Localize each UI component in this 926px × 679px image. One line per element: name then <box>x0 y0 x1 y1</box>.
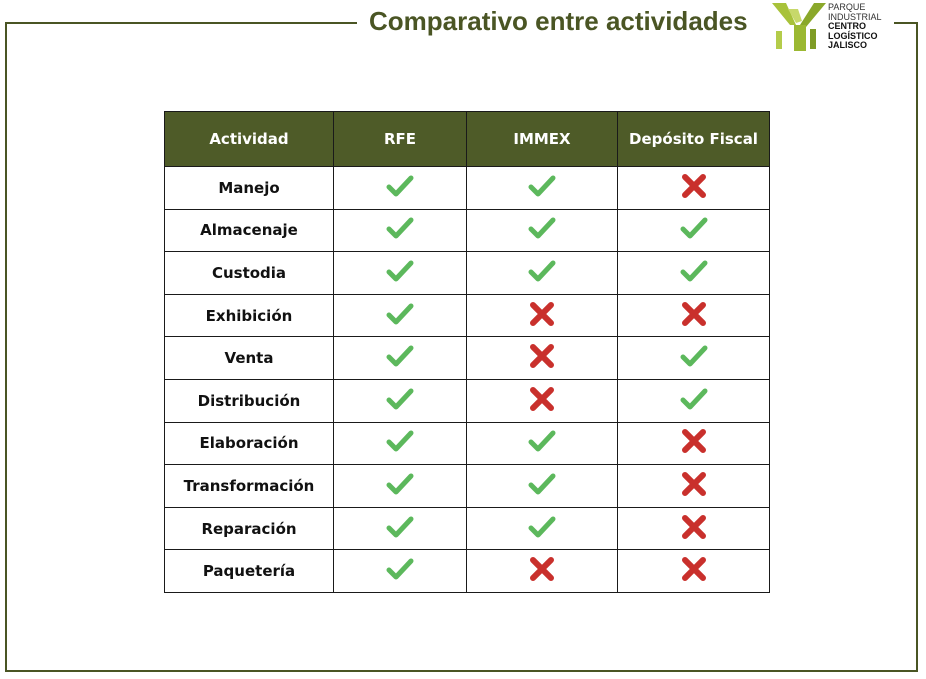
cell-immex <box>467 252 618 295</box>
activity-label: Venta <box>165 337 334 380</box>
cell-deposito-fiscal <box>618 507 770 550</box>
check-icon <box>386 344 414 372</box>
check-icon <box>386 429 414 457</box>
cross-icon <box>681 471 707 501</box>
cross-icon <box>529 556 555 586</box>
cell-immex <box>467 337 618 380</box>
check-icon <box>386 472 414 500</box>
check-icon <box>680 216 708 244</box>
cross-icon <box>529 386 555 416</box>
cell-rfe <box>334 209 467 252</box>
page-title: Comparativo entre actividades <box>369 6 748 36</box>
check-icon <box>528 515 556 543</box>
table-row <box>165 167 770 210</box>
table-header-row <box>165 112 770 167</box>
cell-rfe <box>334 167 467 210</box>
cell-immex <box>467 294 618 337</box>
activity-label: Elaboración <box>165 422 334 465</box>
cell-immex <box>467 209 618 252</box>
activity-label: Almacenaje <box>165 209 334 252</box>
cell-immex <box>467 422 618 465</box>
cell-deposito-fiscal <box>618 294 770 337</box>
cell-rfe <box>334 379 467 422</box>
table-row <box>165 422 770 465</box>
company-logo <box>769 0 894 56</box>
activity-label: Paquetería <box>165 550 334 593</box>
activity-label: Manejo <box>165 167 334 210</box>
cell-rfe <box>334 550 467 593</box>
activity-label: Custodia <box>165 252 334 295</box>
check-icon <box>528 216 556 244</box>
column-header-immex: IMMEX <box>467 112 618 167</box>
cross-icon <box>529 301 555 331</box>
cell-rfe <box>334 422 467 465</box>
table-row <box>165 550 770 593</box>
activity-label: Reparación <box>165 507 334 550</box>
logo-line-4: LOGÍSTICO <box>828 30 878 41</box>
cell-rfe <box>334 294 467 337</box>
cell-deposito-fiscal <box>618 379 770 422</box>
check-icon <box>680 387 708 415</box>
check-icon <box>528 174 556 202</box>
logo-text <box>828 3 882 51</box>
cell-deposito-fiscal <box>618 167 770 210</box>
table-body <box>165 167 770 593</box>
check-icon <box>528 259 556 287</box>
activity-label: Exhibición <box>165 294 334 337</box>
activity-label: Transformación <box>165 465 334 508</box>
cell-deposito-fiscal <box>618 422 770 465</box>
cell-immex <box>467 507 618 550</box>
cell-rfe <box>334 465 467 508</box>
cell-immex <box>467 167 618 210</box>
check-icon <box>680 259 708 287</box>
check-icon <box>386 515 414 543</box>
column-header-deposito-fiscal: Depósito Fiscal <box>618 112 770 167</box>
cross-icon <box>681 514 707 544</box>
logo-mark-icon <box>770 1 828 53</box>
activity-label: Distribución <box>165 379 334 422</box>
check-icon <box>680 344 708 372</box>
column-header-rfe: RFE <box>334 112 467 167</box>
cell-deposito-fiscal <box>618 209 770 252</box>
cell-deposito-fiscal <box>618 550 770 593</box>
cross-icon <box>529 343 555 373</box>
cross-icon <box>681 173 707 203</box>
table-row <box>165 465 770 508</box>
column-header-actividad: Actividad <box>165 112 334 167</box>
table-row <box>165 337 770 380</box>
cross-icon <box>681 301 707 331</box>
cell-deposito-fiscal <box>618 465 770 508</box>
table-row <box>165 209 770 252</box>
table-row <box>165 252 770 295</box>
table-row <box>165 379 770 422</box>
check-icon <box>386 216 414 244</box>
cell-rfe <box>334 252 467 295</box>
logo-line-1: PARQUE <box>828 2 866 12</box>
check-icon <box>528 472 556 500</box>
cell-rfe <box>334 507 467 550</box>
check-icon <box>386 387 414 415</box>
cell-deposito-fiscal <box>618 337 770 380</box>
comparison-table <box>164 111 770 593</box>
check-icon <box>386 302 414 330</box>
table-row <box>165 294 770 337</box>
table-row <box>165 507 770 550</box>
cell-immex <box>467 465 618 508</box>
logo-line-3: CENTRO <box>828 21 866 31</box>
cell-deposito-fiscal <box>618 252 770 295</box>
check-icon <box>386 259 414 287</box>
cell-immex <box>467 379 618 422</box>
cell-rfe <box>334 337 467 380</box>
check-icon <box>386 174 414 202</box>
cross-icon <box>681 428 707 458</box>
check-icon <box>386 557 414 585</box>
check-icon <box>528 429 556 457</box>
cell-immex <box>467 550 618 593</box>
logo-line-2: INDUSTRIAL <box>828 11 882 22</box>
cross-icon <box>681 556 707 586</box>
logo-line-5: JALISCO <box>828 40 868 50</box>
